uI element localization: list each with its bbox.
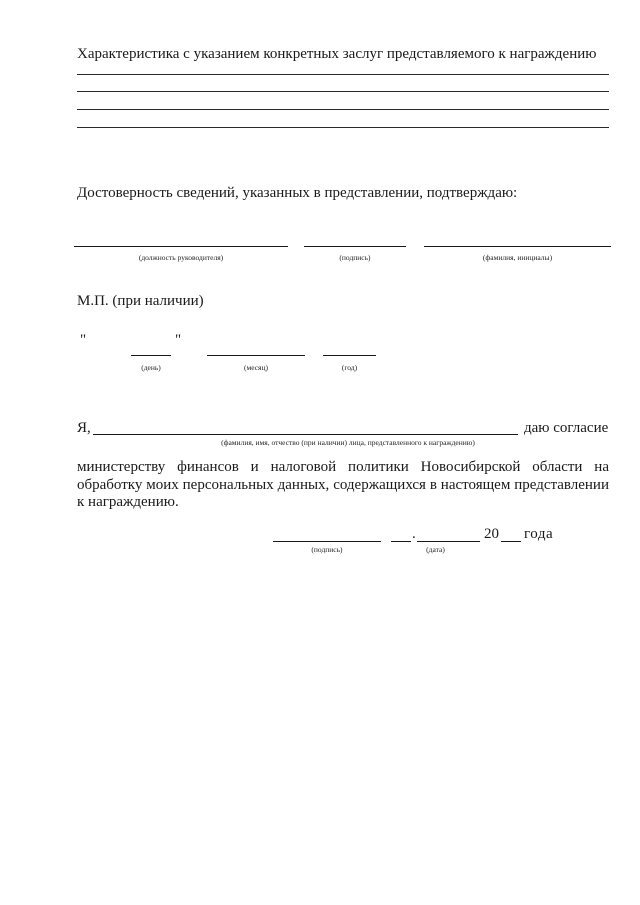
consent-fio-caption: (фамилия, имя, отчество (при наличии) лица, представленного к награждению) <box>221 438 475 447</box>
consent-year-suffix: года <box>524 526 554 542</box>
position-caption: (должность руководителя) <box>138 253 224 262</box>
year-caption: (год) <box>341 363 358 372</box>
consent-date-separator: . <box>412 526 416 542</box>
confirmation-text: Достоверность сведений, указанных в представлении, подтверждаю: <box>77 185 518 201</box>
year-line <box>323 355 376 356</box>
consent-date-caption: (дата) <box>426 545 445 554</box>
consent-signature-line <box>273 541 381 542</box>
consent-fio-line <box>93 434 518 435</box>
month-line <box>207 355 305 356</box>
consent-suffix: даю согласие <box>524 420 609 436</box>
stamp-label: М.П. (при наличии) <box>77 293 204 309</box>
name-line <box>424 246 611 247</box>
characteristic-blank-line-2 <box>77 91 609 92</box>
characteristic-blank-line-3 <box>77 109 609 110</box>
consent-body: министерству финансов и налоговой политики Новосибирской области на обработку моих персональных данных, содержащихся в настоящем представлении к награждению. <box>77 459 609 510</box>
signature-line <box>304 246 406 247</box>
position-line <box>74 246 288 247</box>
signature-caption: (подпись) <box>339 253 371 262</box>
month-caption: (месяц) <box>243 363 269 372</box>
characteristic-blank-line-4 <box>77 127 609 128</box>
day-caption: (день) <box>141 363 161 372</box>
day-line <box>131 355 171 356</box>
date-open-quote: " <box>80 332 87 348</box>
consent-year-prefix: 20 <box>484 526 499 542</box>
characteristic-blank-line-1 <box>77 74 609 75</box>
name-caption: (фамилия, инициалы) <box>482 253 553 262</box>
consent-month-line <box>417 541 480 542</box>
consent-year-line <box>501 541 521 542</box>
date-close-quote: " <box>175 332 182 348</box>
characteristic-heading: Характеристика с указанием конкретных заслуг представляемого к награждению <box>77 46 597 62</box>
consent-signature-caption: (подпись) <box>311 545 343 554</box>
consent-day-line <box>391 541 411 542</box>
consent-prefix: Я, <box>77 420 91 436</box>
